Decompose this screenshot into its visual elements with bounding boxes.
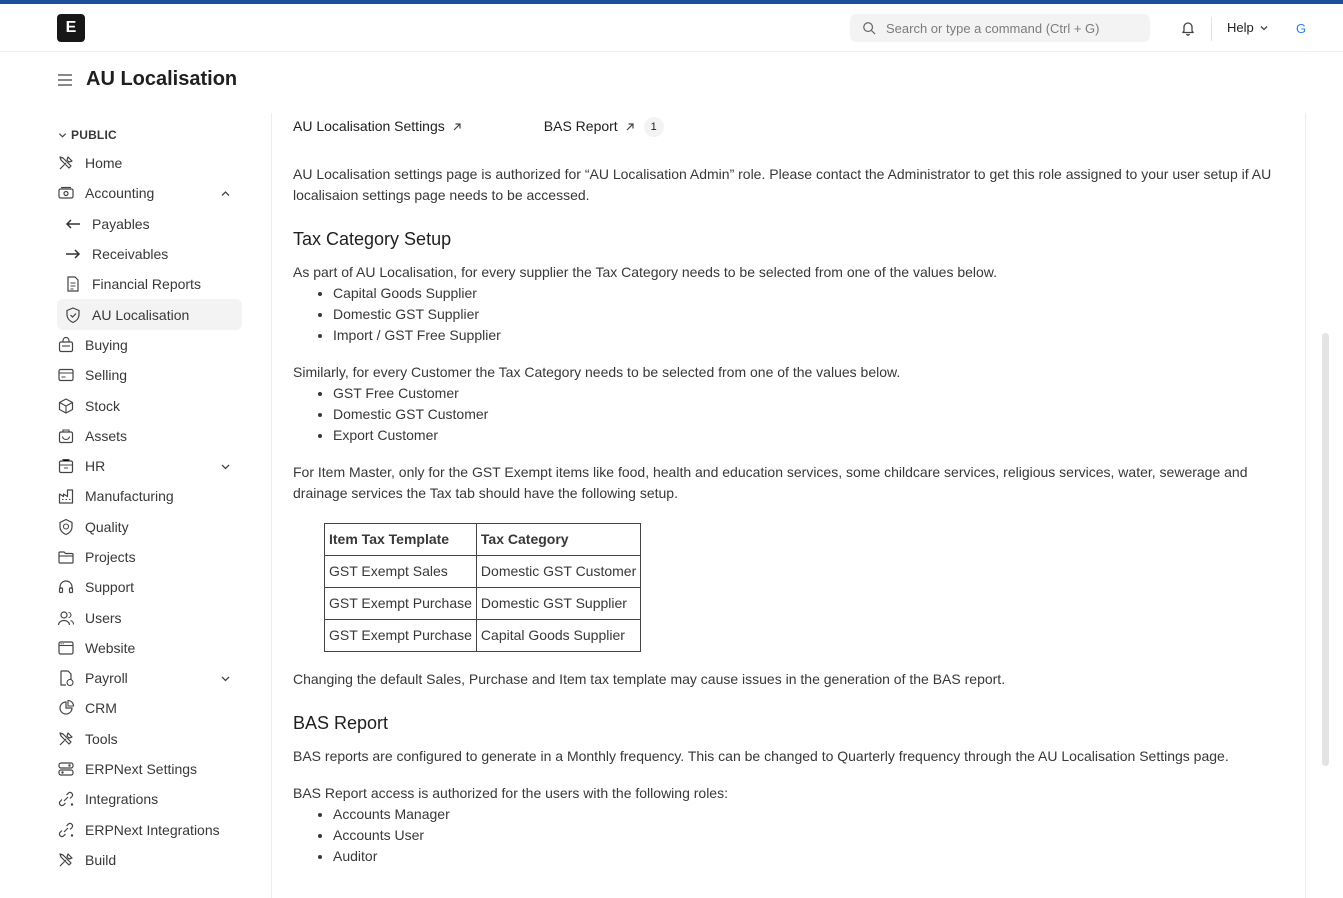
sidebar-item-erpnext-settings[interactable] (55, 754, 245, 784)
sidebar-item-hr[interactable] (55, 451, 245, 481)
assets-icon (57, 427, 75, 445)
sidebar-item-label: Quality (85, 518, 129, 535)
table-row (325, 556, 641, 588)
bas-report-heading: BAS Report (293, 713, 389, 733)
list-item: • Auditor (333, 846, 1293, 867)
sidebar-item-label: Users (85, 609, 122, 626)
bas-access-text: BAS Report access is authorized for the users with the following roles: (293, 785, 728, 801)
tools-icon (57, 851, 75, 869)
list-item: • Capital Goods Supplier (333, 283, 1293, 304)
table-cell: GST Exempt Purchase (325, 588, 477, 620)
sidebar-item-quality[interactable] (55, 512, 245, 542)
list-item: • GST Free Customer (333, 383, 1293, 404)
sidebar-item-website[interactable] (55, 633, 245, 663)
table-cell: Domestic GST Customer (476, 556, 640, 588)
shortcut-links (293, 113, 1293, 140)
sidebar (55, 122, 245, 875)
integration-icon (57, 821, 75, 839)
users-icon (57, 609, 75, 627)
sidebar-item-integrations[interactable] (55, 784, 245, 814)
sidebar-item-label: Build (85, 851, 117, 868)
sidebar-item-label: Assets (85, 427, 128, 444)
table-header: Tax Category (476, 524, 640, 556)
sidebar-item-payroll[interactable] (55, 663, 245, 693)
roles-list (293, 804, 1293, 867)
tools-icon (57, 730, 75, 748)
headset-icon (57, 578, 75, 596)
sidebar-item-receivables[interactable] (55, 239, 245, 269)
sidebar-item-label: Website (85, 639, 136, 656)
page-header (57, 68, 237, 91)
sidebar-item-label: Manufacturing (85, 488, 174, 505)
sidebar-item-label: Support (85, 579, 135, 596)
warning-text: Changing the default Sales, Purchase and Item tax template may cause issues in the generation of the BAS report. (293, 671, 1006, 687)
sidebar-item-label: Buying (85, 336, 128, 353)
sidebar-item-stock[interactable] (55, 390, 245, 420)
sidebar-item-crm[interactable] (55, 693, 245, 723)
sidebar-item-label: HR (85, 458, 106, 475)
sidebar-item-projects[interactable] (55, 542, 245, 572)
sidebar-item-build[interactable] (55, 845, 245, 875)
sidebar-item-erpnext-integrations[interactable] (55, 815, 245, 845)
list-item: • Domestic GST Supplier (333, 304, 1293, 325)
sidebar-item-label: Tools (85, 730, 118, 747)
sidebar-item-payables[interactable] (55, 209, 245, 239)
sidebar-item-label: Financial Reports (92, 276, 201, 293)
table-header: Item Tax Template (325, 524, 477, 556)
sidebar-item-label: ERPNext Integrations (85, 821, 220, 838)
box-icon (57, 397, 75, 415)
factory-icon (57, 487, 75, 505)
list-item: • Accounts Manager (333, 804, 1293, 825)
au-localisation-settings-link[interactable] (293, 116, 462, 137)
table-row (325, 588, 641, 620)
sidebar-item-label: ERPNext Settings (85, 761, 198, 778)
app-logo[interactable]: E (57, 14, 85, 42)
external-arrow-icon (625, 122, 635, 132)
list-item: • Export Customer (333, 425, 1293, 446)
navbar-divider (1211, 17, 1212, 41)
sidebar-item-users[interactable] (55, 602, 245, 632)
sidebar-item-au-localisation[interactable] (57, 299, 242, 329)
main-content (293, 113, 1293, 883)
intro-text: AU Localisation settings page is authorized for “AU Localisation Admin” role. Please contact the Administrator to get this role assigned to your user setup if AU localisaion settings page needs to be accessed. (293, 166, 1272, 203)
sidebar-item-label: Stock (85, 397, 121, 414)
chevron-down-icon (58, 131, 67, 140)
accounting-icon (57, 184, 75, 202)
external-arrow-icon (452, 122, 462, 132)
file-icon (64, 275, 82, 293)
sidebar-item-accounting[interactable] (55, 178, 245, 208)
sidebar-section-public[interactable] (55, 122, 245, 148)
hr-icon (57, 457, 75, 475)
sidebar-item-support[interactable] (55, 572, 245, 602)
payroll-icon (57, 669, 75, 687)
item-master-intro: For Item Master, only for the GST Exempt items like food, health and education services, some childcare services, religious services, water, sewerage and drainage services the Tax tab should have the following setup. (293, 464, 1248, 501)
sidebar-section-label: PUBLIC (71, 128, 117, 142)
sidebar-item-buying[interactable] (55, 330, 245, 360)
chevron-down-icon (1259, 23, 1269, 33)
table-cell: GST Exempt Sales (325, 556, 477, 588)
folder-icon (57, 548, 75, 566)
link-label: BAS Report (543, 118, 618, 134)
list-item: • Import / GST Free Supplier (333, 325, 1293, 346)
sidebar-item-label: Payables (92, 215, 150, 232)
tools-icon (57, 154, 75, 172)
hamburger-icon[interactable] (57, 73, 73, 87)
page-title: AU Localisation (86, 68, 238, 90)
list-item: • Accounts User (333, 825, 1293, 846)
sidebar-item-home[interactable] (55, 148, 245, 178)
website-icon (57, 639, 75, 657)
settings-icon (57, 760, 75, 778)
sidebar-item-label: Projects (85, 549, 136, 565)
arrow-left-icon (64, 215, 82, 233)
crm-icon (57, 699, 75, 717)
sidebar-item-tools[interactable] (55, 724, 245, 754)
integration-icon (57, 790, 75, 808)
count-badge: 1 (644, 117, 664, 137)
search-bar[interactable] (850, 14, 1150, 42)
customer-list (293, 383, 1293, 446)
content-border-left (271, 113, 272, 898)
search-icon (862, 21, 876, 35)
sidebar-item-label: AU Localisation (92, 306, 190, 323)
chevron-up-icon[interactable] (220, 188, 231, 199)
buying-icon (57, 336, 75, 354)
tax-category-heading: Tax Category Setup (293, 229, 452, 249)
quality-icon (57, 518, 75, 536)
tax-template-table (324, 523, 641, 652)
list-item: • Domestic GST Customer (333, 404, 1293, 425)
content-border-right (1305, 113, 1306, 898)
sidebar-item-manufacturing[interactable] (55, 481, 245, 511)
table-row (325, 620, 641, 652)
sidebar-item-label: Accounting (85, 185, 155, 202)
shield-icon (64, 306, 82, 324)
bell-icon[interactable] (1180, 20, 1196, 36)
table-cell: GST Exempt Purchase (325, 620, 477, 652)
sidebar-item-label: Payroll (85, 670, 128, 687)
sidebar-item-assets[interactable] (55, 421, 245, 451)
supplier-list (293, 283, 1293, 346)
table-cell: Capital Goods Supplier (476, 620, 640, 652)
arrow-right-icon (64, 245, 82, 263)
help-menu[interactable] (1227, 20, 1269, 35)
table-cell: Domestic GST Supplier (476, 588, 640, 620)
selling-icon (57, 366, 75, 384)
sidebar-item-selling[interactable] (55, 360, 245, 390)
sidebar-item-financial-reports[interactable] (55, 269, 245, 299)
sidebar-item-label: Receivables (92, 246, 169, 263)
help-label: Help (1227, 20, 1254, 35)
customer-intro: Similarly, for every Customer the Tax Category needs to be selected from one of the values below. (293, 364, 901, 380)
bas-frequency-text: BAS reports are configured to generate in a Monthly frequency. This can be changed to Quarterly frequency through the AU Localisation Settings page. (293, 748, 1229, 764)
sidebar-item-label: Integrations (85, 791, 159, 808)
navbar (0, 4, 1343, 52)
link-label: AU Localisation Settings (293, 118, 445, 134)
chevron-down-icon[interactable] (220, 673, 231, 684)
sidebar-item-label: Selling (85, 367, 128, 384)
avatar[interactable]: G (1295, 21, 1307, 36)
search-input[interactable] (886, 21, 1136, 36)
chevron-down-icon[interactable] (220, 461, 231, 472)
sidebar-item-label: Home (85, 155, 123, 172)
supplier-intro: As part of AU Localisation, for every supplier the Tax Category needs to be selected from one of the values below. (293, 264, 998, 280)
table-header-row (325, 524, 641, 556)
sidebar-item-label: CRM (85, 700, 117, 717)
bas-report-link[interactable] (544, 116, 664, 137)
scrollbar[interactable] (1322, 333, 1329, 766)
